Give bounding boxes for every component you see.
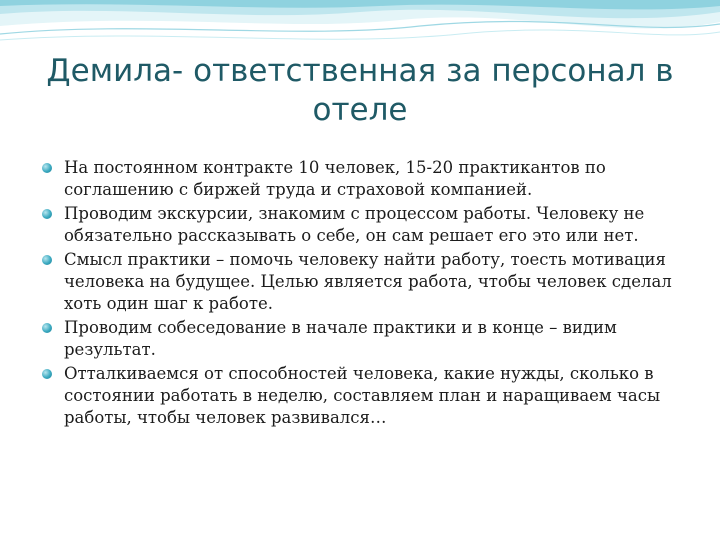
bullet-dot-icon (42, 255, 52, 265)
bullet-dot-icon (42, 323, 52, 333)
bullet-item (42, 203, 692, 247)
bullet-text: Проводим экскурсии, знакомим с процессом работы. Человеку не обязательно рассказывать о себе, он сам решает его это или нет. (64, 204, 645, 245)
slide-title: Демила- ответственная за персонал в отеле (46, 53, 674, 128)
wave-decoration (0, 0, 720, 60)
bullet-item (42, 157, 692, 201)
bullet-text: Проводим собеседование в начале практики и в конце – видим результат. (64, 318, 617, 359)
bullet-dot-icon (42, 209, 52, 219)
bullet-item (42, 249, 692, 315)
bullet-text: На постоянном контракте 10 человек, 15-20 практикантов по соглашению с биржей труда и страховой компанией. (64, 158, 606, 199)
bullet-item (42, 317, 692, 361)
bullet-item (42, 363, 692, 429)
bullet-list (42, 157, 692, 431)
bullet-text: Смысл практики – помочь человеку найти работу, тоесть мотивация человека на будущее. Целью является работа, чтобы человек сделал хоть один шаг к работе. (64, 250, 672, 313)
bullet-text: Отталкиваемся от способностей человека, какие нужды, сколько в состоянии работать в неделю, составляем план и наращиваем часы работы, чтобы человек развивался… (64, 364, 661, 427)
bullet-dot-icon (42, 163, 52, 173)
bullet-dot-icon (42, 369, 52, 379)
